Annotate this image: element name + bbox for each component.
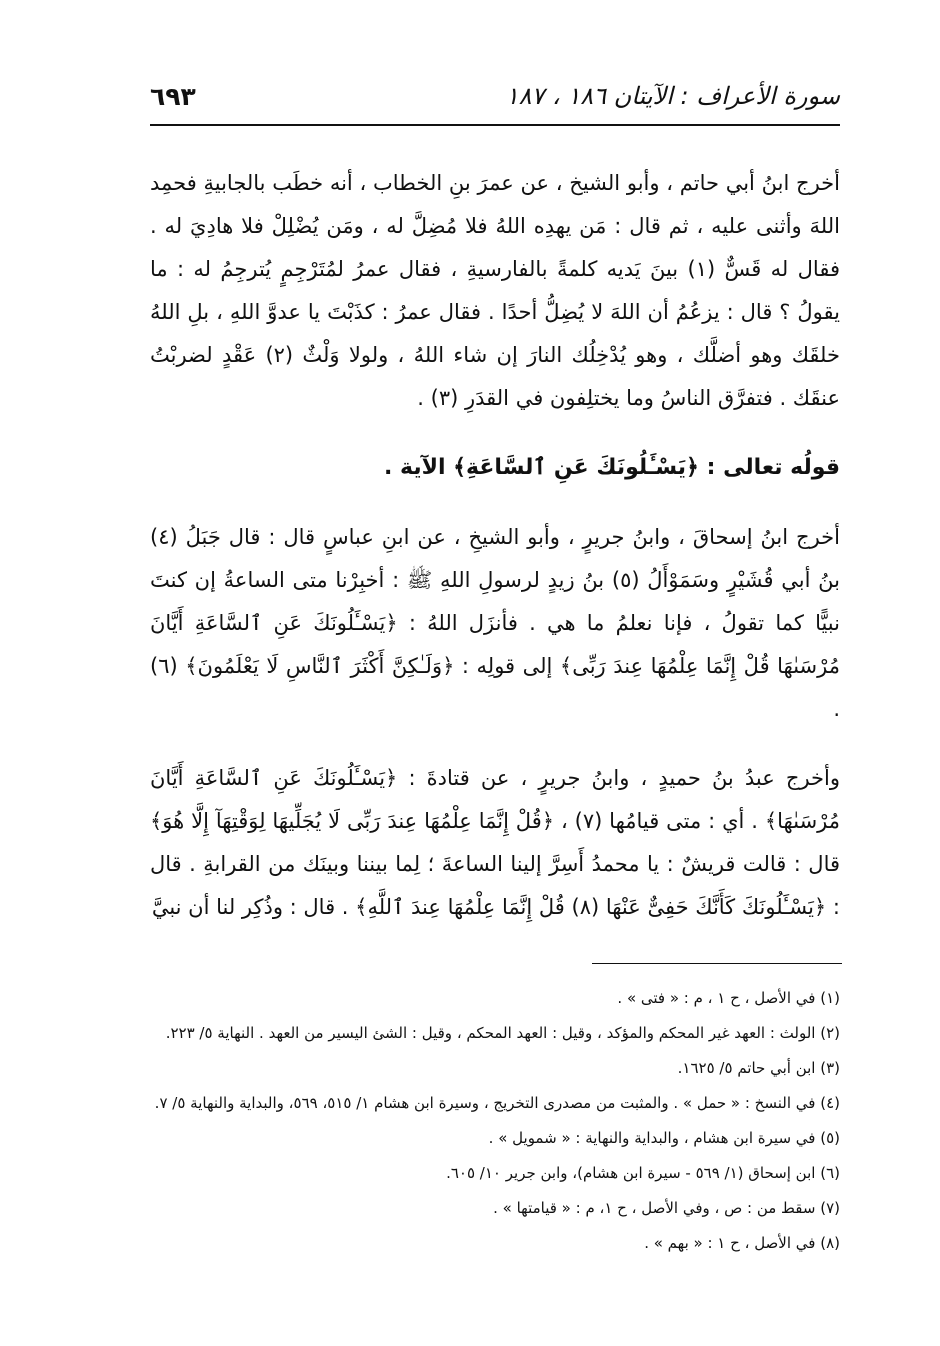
- header-divider: [150, 124, 840, 126]
- footnote-5: (٥) في سيرة ابن هشام ، والبداية والنهاية : « شمويل » .: [488, 1129, 840, 1147]
- page-header: [150, 82, 840, 122]
- footnotes: [150, 981, 840, 1261]
- footnote-1: (١) في الأصل ، ح ١ ، م : « فتى » .: [617, 989, 840, 1007]
- footnote-divider: [592, 963, 842, 964]
- paragraph-1: أخرج ابنُ أبي حاتم ، وأبو الشيخ ، عن عمرَ بنِ الخطاب ، أنه خطَب بالجابيةِ فحمِد اللهَ وأثنى عليه ، ثم قال : مَن يهدِه اللهُ فلا مُضِلَّ له ، ومَن يُضْلِلْ فلا هادِيَ له . فقال له قَسٌّ (١) بينَ يَديه كلمةً بالفارسيةِ ، فقال عمرُ لمُتَرْجِمٍ يُترجِمُ له : ما يقولُ ؟ قال : يزعُمُ أن اللهَ لا يُضِلُّ أحدًا . فقال عمرُ : كذَبْتَ يا عدوَّ اللهِ ، بلِ اللهُ خلقَك وهو أضلَّك ، وهو يُدْخِلُك النارَ إن شاء اللهُ ، ولولا وَلْثٌ (٢) عَقْدٍ لضربْتُ عنقَك . فتفرَّق الناسُ وما يختلِفون في القدَرِ (٣) .: [150, 171, 840, 410]
- page-number: ٦٩٣: [150, 82, 196, 111]
- paragraph-2: أخرج ابنُ إسحاقَ ، وابنُ جريرٍ ، وأبو الشيخِ ، عن ابنِ عباسٍ قال : قال جَبَلُ (٤) بنُ أبي قُشَيْرٍ وسَمَوْأَلُ (٥) بنُ زيدٍ لرسولِ اللهِ ﷺ : أخبِرْنا متى الساعةُ إن كنتَ نبيًّا كما تقولُ ، فإنا نعلمُ ما هي . فأنزَل اللهُ : ﴿يَسْـَٔلُونَكَ عَنِ ٱلسَّاعَةِ أَيَّانَ مُرْسَىٰهَا قُلْ إِنَّمَا عِلْمُهَا عِندَ رَبِّى﴾ إلى قولِه : ﴿وَلَـٰكِنَّ أَكْثَرَ ٱلنَّاسِ لَا يَعْلَمُونَ﴾ (٦) .: [150, 525, 840, 721]
- footnote-3: (٣) ابن أبي حاتم ٥/ ١٦٢٥.: [677, 1059, 840, 1077]
- footnote-8: (٨) في الأصل ، ح ١ : « بهم » .: [644, 1234, 840, 1252]
- main-text: [150, 162, 840, 929]
- section-heading: قولُه تعالى : ﴿يَسْـَٔلُونَكَ عَنِ ٱلسَّاعَةِ﴾ الآية .: [383, 455, 840, 480]
- running-title: سورة الأعراف : الآيتان ١٨٦ ، ١٨٧: [505, 82, 840, 110]
- paragraph-3: وأخرج عبدُ بنُ حميدٍ ، وابنُ جريرٍ ، عن قتادةَ : ﴿يَسْـَٔلُونَكَ عَنِ ٱلسَّاعَةِ أَيَّانَ مُرْسَىٰهَا﴾ . أي : متى قيامُها (٧) ، ﴿قُلْ إِنَّمَا عِلْمُهَا عِندَ رَبِّى لَا يُجَلِّيهَا لِوَقْتِهَآ إِلَّا هُوَ﴾ قال : قالت قريشٌ : يا محمدُ أَسِرَّ إلينا الساعةَ ؛ لِما بيننا وبينَك من القرابةِ . قال : ﴿يَسْـَٔلُونَكَ كَأَنَّكَ حَفِىٌّ عَنْهَا (٨) قُلْ إِنَّمَا عِلْمُهَا عِندَ ٱللَّهِ﴾ . قال : وذُكِر لنا أن نبيَّ: [150, 766, 840, 919]
- footnote-2: (٢) الولث : العهد غير المحكم والمؤكد ، وقيل : العهد المحكم ، وقيل : الشئ اليسير من العهد . النهاية ٥/ ٢٢٣.: [165, 1024, 840, 1042]
- footnote-4: (٤) في النسخ : « حمل » . والمثبت من مصدرى التخريج ، وسيرة ابن هشام ١/ ٥١٥، ٥٦٩، والبداية والنهاية ٥/ ٧.: [154, 1094, 840, 1112]
- footnote-6: (٦) ابن إسحاق (١/ ٥٦٩ - سيرة ابن هشام)، وابن جرير ١٠/ ٦٠٥.: [446, 1164, 840, 1182]
- footnote-7: (٧) سقط من : ص ، وفي الأصل ، ح ١، م : « قيامتها » .: [493, 1199, 840, 1217]
